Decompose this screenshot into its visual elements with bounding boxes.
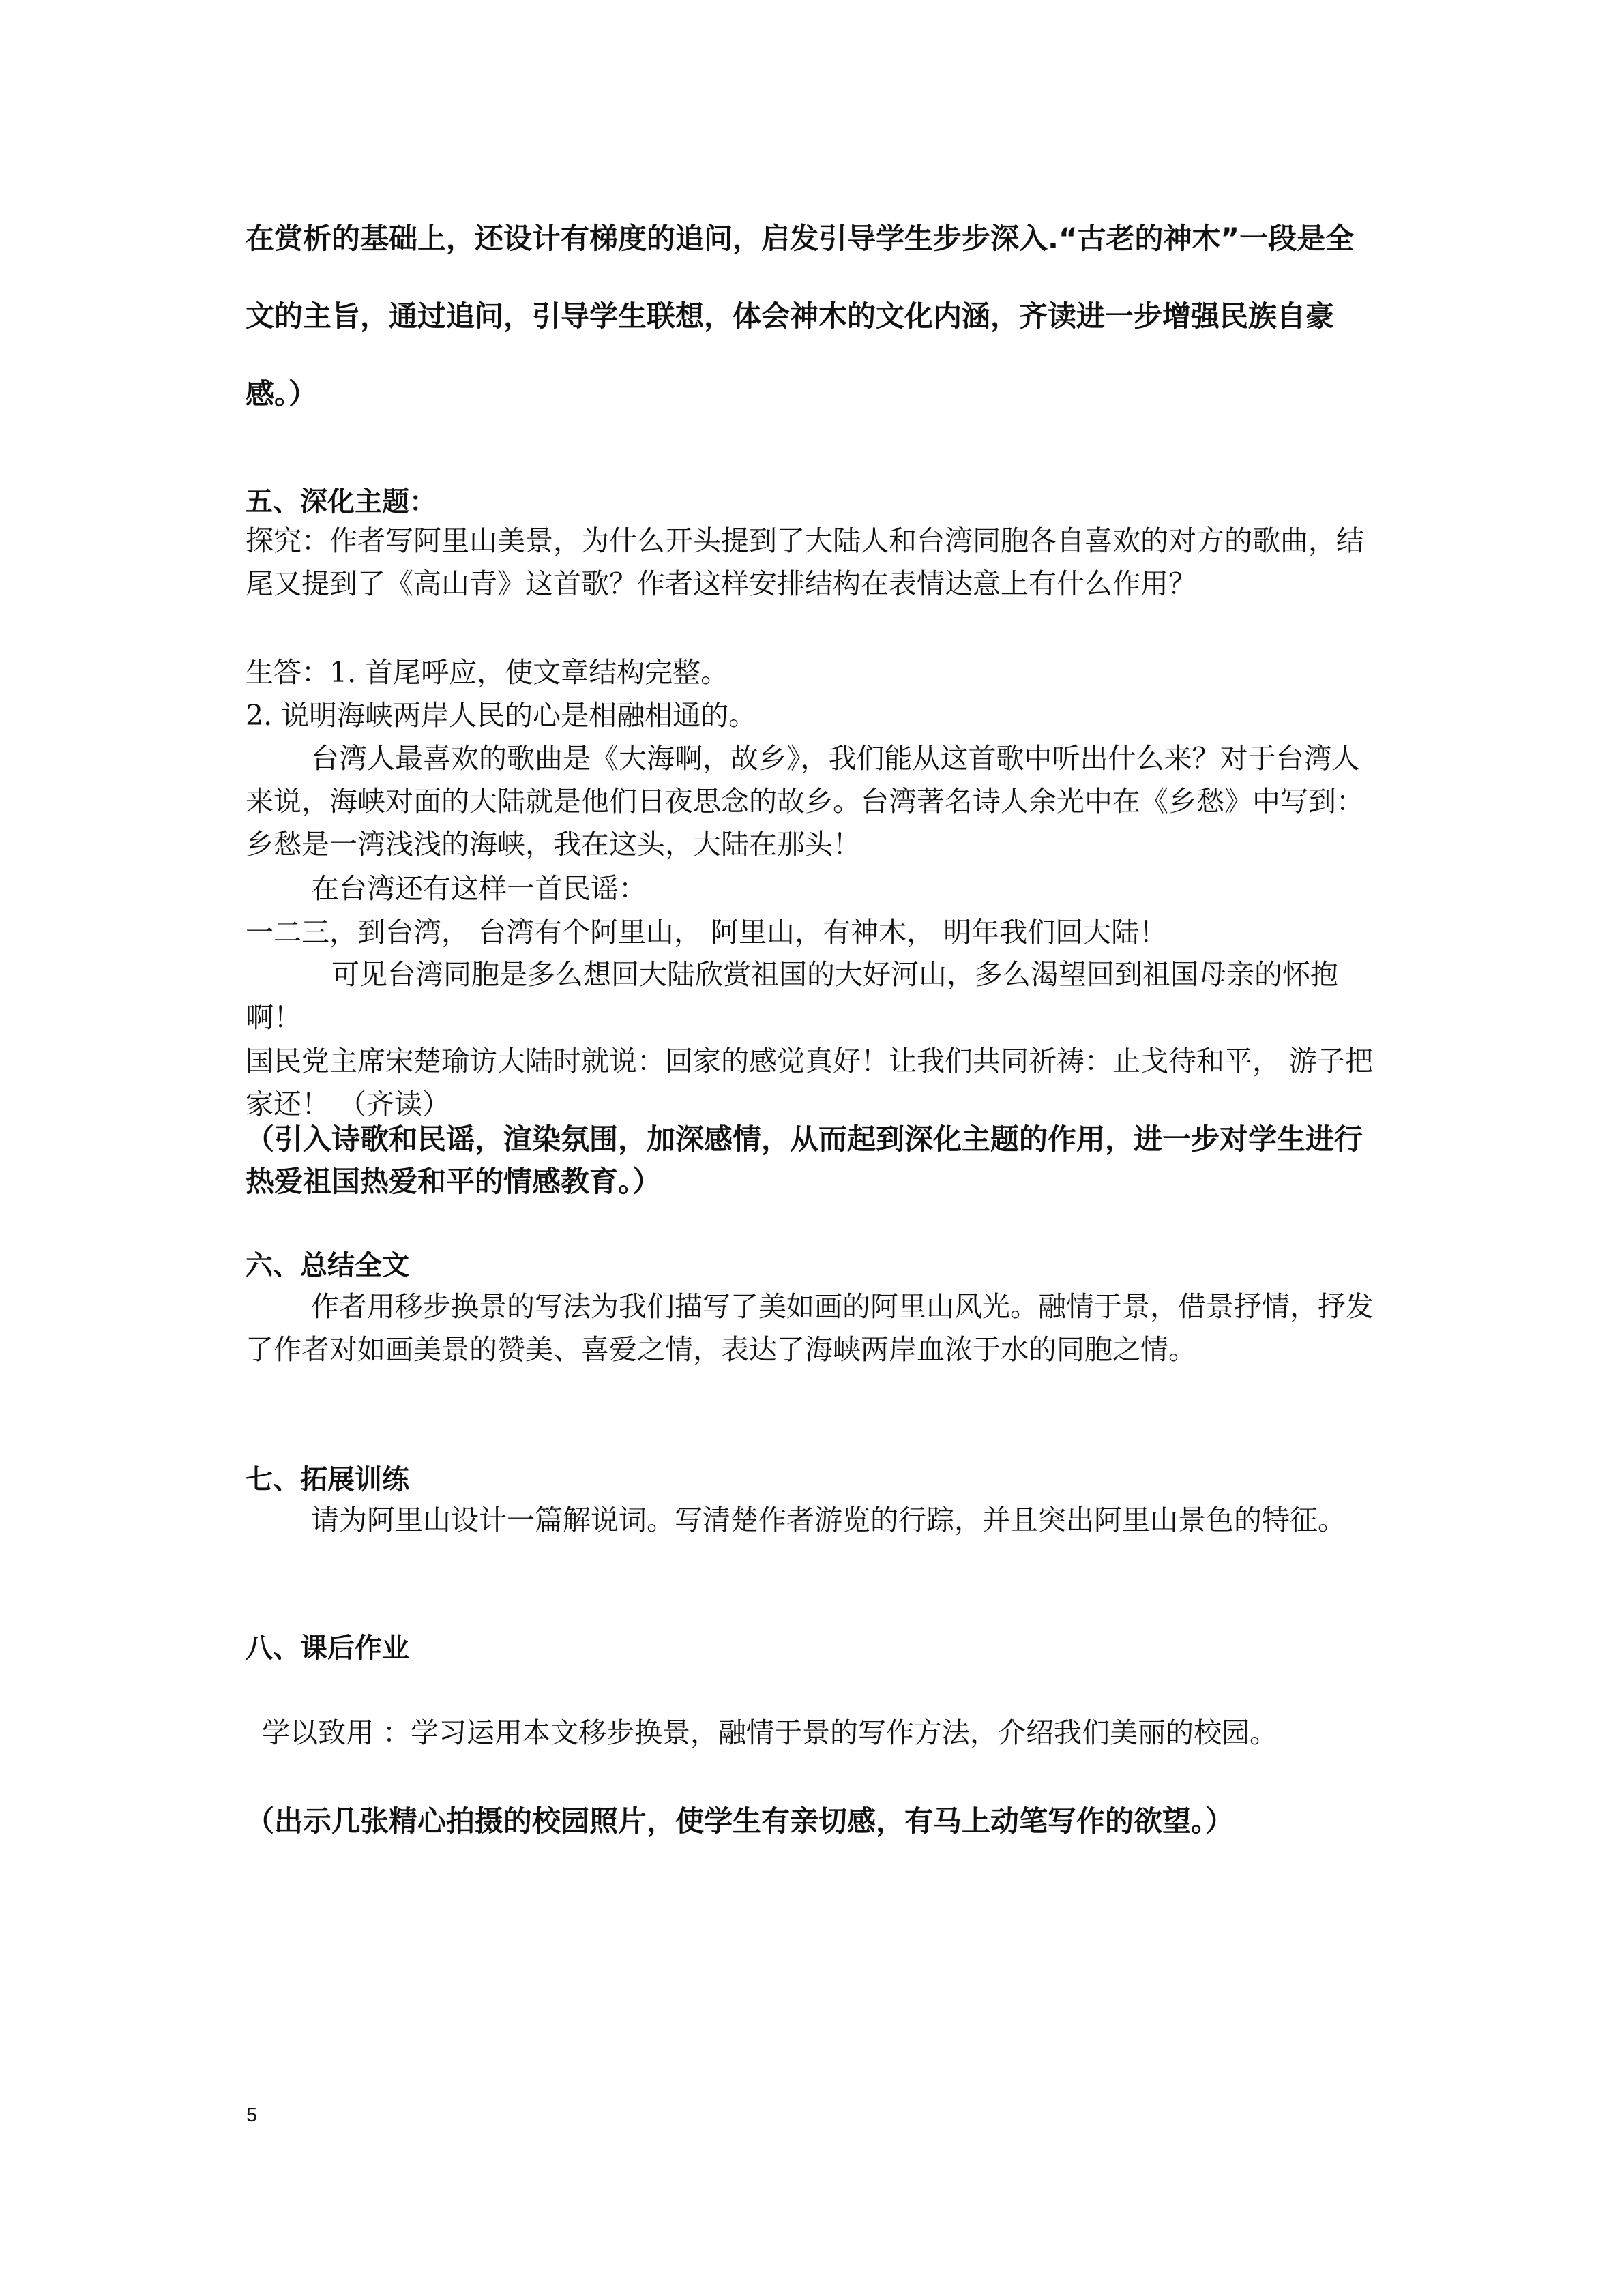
intro-note: 在赏析的基础上，还设计有梯度的追问，启发引导学生步步深入.“古老的神木”一段是全文的主旨，通过追问，引导学生联想，体会神木的文化内涵，齐读进一步增强民族自豪感。） — [246, 222, 1355, 411]
section-5-paragraph-2: 在台湾还有这样一首民谣： — [311, 872, 647, 905]
section-8-heading: 八、课后作业 — [246, 1632, 409, 1664]
section-5-paragraph-3: 可见台湾同胞是多么想回大陆欣赏祖国的大好河山，多么渴望回到祖国母亲的怀抱啊！ — [246, 958, 1338, 1034]
section-6-body: 作者用移步换景的写法为我们描写了美如画的阿里山风光。融情于景，借景抒情，抒发了作者对如画美景的赞美、喜爱之情，表达了海峡两岸血浓于水的同胞之情。 — [246, 1290, 1374, 1366]
section-5-answer-1: 生答：1. 首尾呼应，使文章结构完整。 — [246, 656, 729, 689]
section-5-paragraph-4: 国民党主席宋楚瑜访大陆时就说：回家的感觉真好！让我们共同祈祷：止戈待和平， 游子把家还！ （齐读） — [246, 1045, 1374, 1120]
section-8-body: 学以致用 ：学习运用本文移步换景，融情于景的写作方法，介绍我们美丽的校园。 — [262, 1716, 1278, 1749]
folk-song: 一二三，到台湾， 台湾有个阿里山， 阿里山，有神木， 明年我们回大陆！ — [246, 916, 1168, 949]
section-5-heading: 五、深化主题： — [246, 486, 437, 518]
page-number: 5 — [246, 2104, 258, 2126]
section-6-heading: 六、总结全文 — [246, 1250, 409, 1281]
section-5-answer-2: 2. 说明海峡两岸人民的心是相融相通的。 — [246, 699, 757, 732]
section-8-note: （出示几张精心拍摄的校园照片，使学生有亲切感，有马上动笔写作的欲望。） — [246, 1804, 1235, 1838]
section-5-note: （引入诗歌和民谣，渲染氛围，加深感情，从而起到深化主题的作用，进一步对学生进行热爱祖国热爱和平的情感教育。） — [246, 1122, 1363, 1198]
section-5-question: 探究：作者写阿里山美景，为什么开头提到了大陆人和台湾同胞各自喜欢的对方的歌曲，结尾又提到了《高山青》这首歌？作者这样安排结构在表情达意上有什么作用？ — [246, 524, 1364, 600]
section-5-paragraph-1: 台湾人最喜欢的歌曲是《大海啊，故乡》，我们能从这首歌中听出什么来？对于台湾人来说，海峡对面的大陆就是他们日夜思念的故乡。台湾著名诗人余光中在《乡愁》中写到：乡愁是一湾浅浅的海峡，我在这头，大陆在那头！ — [246, 742, 1364, 861]
section-7-body: 请为阿里山设计一篇解说词。写清楚作者游览的行踪，并且突出阿里山景色的特征。 — [311, 1504, 1346, 1536]
section-7-heading: 七、拓展训练 — [246, 1464, 409, 1495]
